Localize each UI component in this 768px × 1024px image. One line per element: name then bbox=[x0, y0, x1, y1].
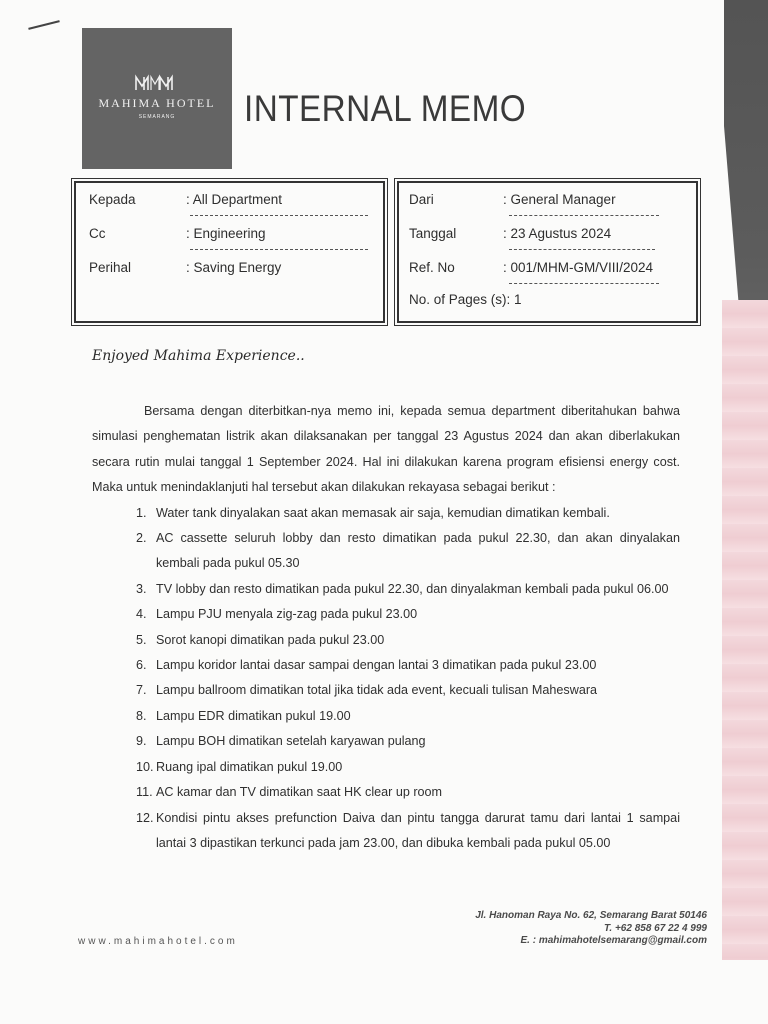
field-value-pages: : 1 bbox=[506, 292, 522, 307]
item-text: AC cassette seluruh lobby dan resto dimatikan pada pukul 22.30, dan akan dinyalakan kembali pada pukul 05.30 bbox=[156, 531, 680, 571]
item-number: 11. bbox=[136, 785, 153, 800]
item-text: AC kamar dan TV dimatikan saat HK clear up room bbox=[156, 785, 443, 800]
field-value-perihal: : Saving Energy bbox=[186, 260, 282, 275]
pen-mark bbox=[28, 20, 60, 30]
item-text: Water tank dinyalakan saat akan memasak air saja, kemudian dimatikan kembali. bbox=[156, 505, 610, 520]
item-number: 1. bbox=[136, 505, 147, 520]
item-number: 5. bbox=[136, 632, 147, 647]
list-item bbox=[92, 678, 680, 703]
pages-label-text: No. of Pages (s) bbox=[409, 292, 507, 307]
header-box-recipient bbox=[74, 181, 385, 323]
item-text: Lampu BOH dimatikan setelah karyawan pulang bbox=[156, 734, 426, 749]
logo-monogram-icon bbox=[82, 72, 232, 98]
item-text: Lampu EDR dimatikan pukul 19.00 bbox=[156, 708, 351, 723]
item-number: 6. bbox=[136, 658, 147, 673]
footer-email: E. : mahimahotelsemarang@gmail.com bbox=[520, 935, 707, 946]
item-text: Kondisi pintu akses prefunction Daiva dan pintu tangga darurat tamu dari lantai 1 sampai lantai 3 dipastikan terkunci pada jam 23.00, dan dibuka kembali pada pukul 05.00 bbox=[156, 810, 680, 850]
list-item bbox=[92, 755, 680, 780]
item-number: 3. bbox=[136, 581, 147, 596]
item-text: Lampu koridor lantai dasar sampai dengan lantai 3 dimatikan pada pukul 23.00 bbox=[156, 658, 597, 673]
list-item bbox=[92, 577, 680, 602]
field-label-cc: Cc bbox=[89, 226, 106, 241]
list-item bbox=[92, 806, 680, 857]
item-number: 4. bbox=[136, 607, 147, 622]
field-label-kepada: Kepada bbox=[89, 192, 136, 207]
item-number: 9. bbox=[136, 734, 147, 749]
field-label-ref-no: Ref. No bbox=[409, 260, 455, 275]
footer-address-block bbox=[475, 910, 707, 948]
instruction-list bbox=[92, 501, 680, 857]
list-item bbox=[92, 602, 680, 627]
field-value-tanggal: : 23 Agustus 2024 bbox=[503, 226, 612, 241]
field-label-pages bbox=[409, 292, 522, 307]
page-edge-paper bbox=[722, 300, 768, 960]
item-number: 8. bbox=[136, 708, 147, 723]
item-number: 12. bbox=[136, 810, 154, 825]
hotel-logo bbox=[82, 28, 232, 169]
logo-name: MAHIMA HOTEL bbox=[98, 96, 216, 110]
memo-title: INTERNAL MEMO bbox=[244, 88, 527, 129]
item-text: Ruang ipal dimatikan pukul 19.00 bbox=[156, 759, 343, 774]
field-value-ref-no: : 001/MHM-GM/VIII/2024 bbox=[503, 260, 654, 275]
list-item bbox=[92, 704, 680, 729]
divider bbox=[509, 283, 659, 284]
list-item bbox=[92, 501, 680, 526]
footer-phone: T. +62 858 67 22 4 999 bbox=[604, 922, 707, 934]
item-text: Lampu PJU menyala zig-zag pada pukul 23.00 bbox=[156, 607, 418, 622]
footer-address: Jl. Hanoman Raya No. 62, Semarang Barat 50146 bbox=[475, 910, 707, 921]
divider bbox=[190, 215, 368, 216]
divider bbox=[509, 249, 655, 250]
item-number: 7. bbox=[136, 683, 147, 698]
divider bbox=[509, 215, 659, 216]
divider bbox=[190, 249, 368, 250]
list-item bbox=[92, 729, 680, 754]
list-item bbox=[92, 780, 680, 805]
item-number: 10. bbox=[136, 759, 154, 774]
field-label-dari: Dari bbox=[409, 192, 434, 207]
field-value-dari: : General Manager bbox=[503, 192, 616, 207]
item-text: Sorot kanopi dimatikan pada pukul 23.00 bbox=[156, 632, 385, 647]
field-value-cc: : Engineering bbox=[186, 226, 266, 241]
field-value-kepada: : All Department bbox=[186, 192, 283, 207]
item-text: Lampu ballroom dimatikan total jika tidak ada event, kecuali tulisan Maheswara bbox=[156, 683, 598, 698]
field-label-perihal: Perihal bbox=[89, 260, 132, 275]
greeting: Enjoyed Mahima Experience.. bbox=[92, 348, 305, 364]
logo-city: SEMARANG bbox=[138, 114, 176, 120]
header-box-sender bbox=[397, 181, 698, 323]
footer-website: www.mahimahotel.com bbox=[78, 936, 238, 947]
item-number: 2. bbox=[136, 531, 147, 546]
monogram-icon bbox=[133, 74, 181, 92]
list-item bbox=[92, 653, 680, 678]
list-item bbox=[92, 526, 680, 577]
memo-body bbox=[92, 399, 680, 856]
field-label-tanggal: Tanggal bbox=[409, 226, 457, 241]
list-item bbox=[92, 628, 680, 653]
intro-paragraph: Bersama dengan diterbitkan-nya memo ini, kepada semua department diberitahukan bahwa simulasi penghematan listrik akan dilaksanakan per tanggal 23 Agustus 2024 dan akan diberlakukan secara rutin mulai tanggal 1 September 2024. Hal ini dilakukan karena program efisiensi energy cost. Maka untuk menindaklanjuti hal tersebut akan dilakukan rekayasa sebagai berikut : bbox=[92, 404, 680, 495]
item-text: TV lobby dan resto dimatikan pada pukul 22.30, dan dinyalakman kembali pada pukul 06.00 bbox=[156, 581, 669, 596]
